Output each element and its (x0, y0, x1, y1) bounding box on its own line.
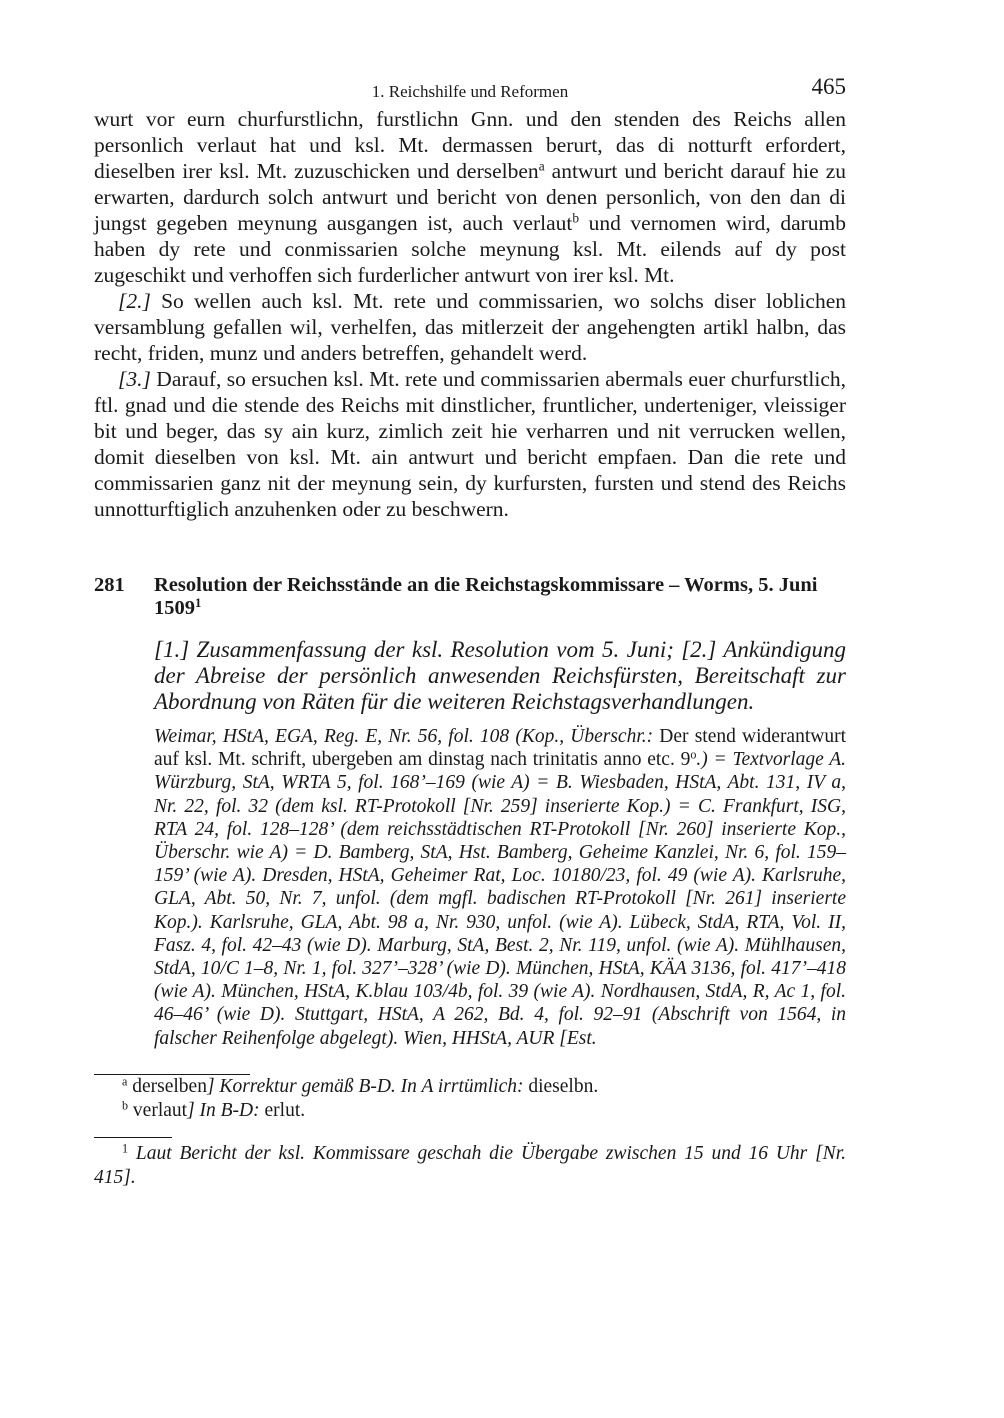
paragraph-3 (94, 366, 846, 522)
footnote-1 (94, 1142, 846, 1190)
paragraph-1-text-a: wurt vor eurn churfurstlichn, furstlichn Gnn. und den stenden des Reichs allen personlich verlaut hat und ksl. Mt. dermassen berurt, das di notturft erfordert, dieselben irer ksl. Mt. zuzuschicken und derselben (94, 107, 846, 183)
footnote-b-note: ] In B-D: (187, 1099, 260, 1121)
running-title: 1. Reichshilfe und Reformen (371, 82, 569, 101)
paragraph-2 (94, 288, 846, 366)
footnote-b-value: erlut. (259, 1099, 306, 1121)
document-number: 281 (94, 574, 125, 596)
footnote-separator-numbers (94, 1137, 172, 1138)
footnote-a-mark: a (122, 1074, 128, 1089)
paragraph-1 (94, 106, 846, 288)
body-text (94, 106, 846, 522)
source-notes-part-3: .) = Textvorlage A. Würzburg, StA, WRTA 5, fol. 168’–169 (wie A) = B. Wiesbaden, HStA, Abt. 131, IV a, Nr. 22, fol. 32 (dem ksl. RT-Protokoll [Nr. 259] inserierte Kop.) = C. Frankfurt, ISG, RTA 24, fol. 128–128’ (dem reichsstädtischen RT-Protokoll [Nr. 260] inserierte Kop., Überschr. wie A) = D. Bamberg, StA, Hst. Bamberg, Geheime Kanzlei, Nr. 6, fol. 159–159’ (wie A). Dresden, HStA, Geheimer Rat, Loc. 10180/23, fol. 49 (wie A). Karlsruhe, GLA, Abt. 50, Nr. 7, unfol. (dem mgfl. badischen RT-Protokoll [Nr. 261] inserierte Kop.). Karlsruhe, GLA, Abt. 98 a, Nr. 930, unfol. (wie A). Lübeck, StdA, RTA, Vol. II, Fasz. 4, fol. 42–43 (wie D). Marburg, StA, Best. 2, Nr. 119, unfol. (wie A). Mühlhausen, StdA, 10/C 1–8, Nr. 1, fol. 327’–328’ (wie D). München, HStA, KÄA 3136, fol. 417’–418 (wie A). München, HStA, K.blau 103/4b, fol. 39 (wie A). Nordhausen, StdA, R, Ac 1, fol. 46–46’ (wie D). Stuttgart, HStA, A 262, Bd. 4, fol. 92–91 (Abschrift von 1564, in falscher Reihenfolge abgelegt). Wien, HHStA, AUR [Est. (154, 749, 846, 1049)
footnote-b-mark: b (122, 1098, 129, 1113)
page-number: 465 (811, 74, 846, 99)
document-title-text: Resolution der Reichsstände an die Reichstagskommissare – Worms, 5. Juni 1509 (154, 574, 818, 619)
footnote-b (94, 1099, 846, 1123)
footnote-a-lemma: derselben (127, 1075, 207, 1097)
footnote-a-note: ] Korrektur gemäß B-D. In A irrtümlich: (206, 1075, 524, 1097)
paragraph-1-text-c: und vernomen wird, darumb haben dy rete und conmissarien solche meynung ksl. Mt. eilends auf dy post zugeschikt und verhoffen sich furderlicher antwurt von irer ksl. Mt. (94, 211, 846, 287)
source-notes-superscript: o (690, 747, 697, 762)
footnote-b-lemma: verlaut (128, 1099, 188, 1121)
source-notes-quote: Der stend widerantwurt auf ksl. Mt. schrift, ubergeben am dinstag nach trinitatis anno etc. 9 (154, 726, 846, 771)
page (94, 70, 846, 1190)
footnote-1-text: Laut Bericht der ksl. Kommissare geschah die Übergabe zwischen 15 und 16 Uhr [Nr. 415]. (94, 1142, 846, 1188)
footnote-a (94, 1075, 846, 1099)
footnote-mark-a: a (538, 158, 545, 174)
paragraph-3-text: Darauf, so ersuchen ksl. Mt. rete und commissarien abermals euer churfurstlich, ftl. gnad und die stende des Reichs mit dinstlicher, fruntlicher, underteniger, vleissiger bit und beger, das sy ain kurz, zimlich zeit hie verharren und nit verrucken wellen, domit dieselben von ksl. Mt. ain antwurt und bericht empfaen. Dan die rete und commissarien ganz nit der meynung sein, dy kurfursten, fursten und stend des Reichs unnotturftiglich anzuhenken oder zu beschwern. (94, 367, 846, 521)
regest: [1.] Zusammenfassung der ksl. Resolution vom 5. Juni; [2.] Ankündigung der Abreise der persönlich anwesenden Reichsfürsten, Bereitschaft zur Abordnung von Räten für die weiteren Reichstagsverhandlungen. (154, 637, 846, 714)
footnote-1-mark: 1 (122, 1141, 129, 1156)
footnote-a-value: dieselbn. (523, 1075, 599, 1097)
footnote-mark-b: b (572, 210, 580, 226)
paragraph-3-number: [3.] (118, 367, 151, 391)
source-notes (154, 725, 846, 1050)
paragraph-1-text-b: antwurt und bericht darauf hie zu erwarten, dardurch solch antwurt und bericht von denen personlich, von den dan di jungst gegeben meynung ausgangen ist, auch verlaut (94, 159, 846, 235)
footnote-mark-1: 1 (195, 596, 202, 611)
paragraph-2-text: So wellen auch ksl. Mt. rete und commissarien, wo solchs diser loblichen versamblung gefallen wil, verhelfen, das mitlerzeit der angehengten artikl halbn, das recht, friden, munz und anders betreffen, gehandelt werd. (94, 289, 846, 365)
source-notes-part-1: Weimar, HStA, EGA, Reg. E, Nr. 56, fol. 108 (Kop., Überschr.: (154, 726, 654, 747)
paragraph-2-number: [2.] (118, 289, 151, 313)
document-title (154, 574, 846, 620)
running-header (94, 70, 846, 106)
document-heading (94, 574, 846, 620)
